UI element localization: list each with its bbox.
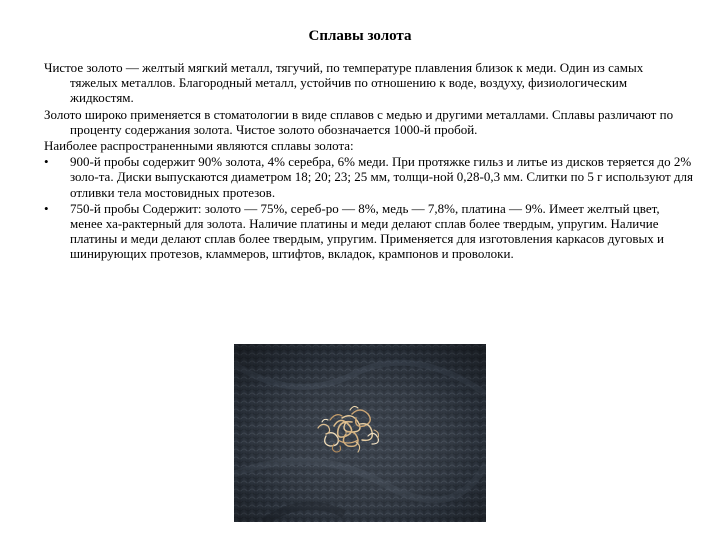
bullet-marker: • (44, 154, 49, 170)
bullet-item-750 (44, 201, 694, 262)
paragraph-gold-usage: Золото широко применяется в стоматологии в виде сплавов с медью и другими металлами. Сплавы различают по проценту содержания золота. Чистое золото обозначается 1000-й пробой. (44, 106, 674, 137)
page-title: Сплавы золота (308, 28, 412, 44)
text-body (44, 60, 694, 263)
bullet-text-750: 750-й пробы Содержит: золото — 75%, сереб-ро — 8%, медь — 7,8%, платина — 9%. Имеет желтый цвет, менее ха-рактерный для золота. Наличие платины и меди делают сплав более твердым, упругим. Наличие платины и меди делают сплав более твердым, упругим. Применяется для изготовления каркасов дуговых и шинирующих протезов, кламмеров, штифтов, вкладок, крампонов и проволоки. (70, 200, 664, 262)
paragraph-common-alloys: Наиболее распространенными являются сплавы золота: (44, 138, 354, 154)
gold-wire-photo (234, 344, 486, 522)
paragraph-pure-gold: Чистое золото — желтый мягкий металл, тягучий, по температуре плавления близок к меди. Один из самых тяжелых металлов. Благородный металл, устойчив по отношению к воде, воздуху, физиологическим жидкостям. (44, 60, 644, 106)
bullet-marker: • (44, 200, 49, 216)
gold-wire-scraps-photo-icon (234, 344, 486, 522)
bullet-item-900 (44, 154, 694, 200)
bullet-text-900: 900-й пробы содержит 90% золота, 4% серебра, 6% меди. При протяжке гильз и литье из дисков теряется до 2% золо-та. Диски выпускаются диаметром 18; 20; 23; 25 мм, толщи-ной 0,28-0,3 мм. Слитки по 5 г используют для отливки тела мостовидных протезов. (70, 154, 694, 200)
